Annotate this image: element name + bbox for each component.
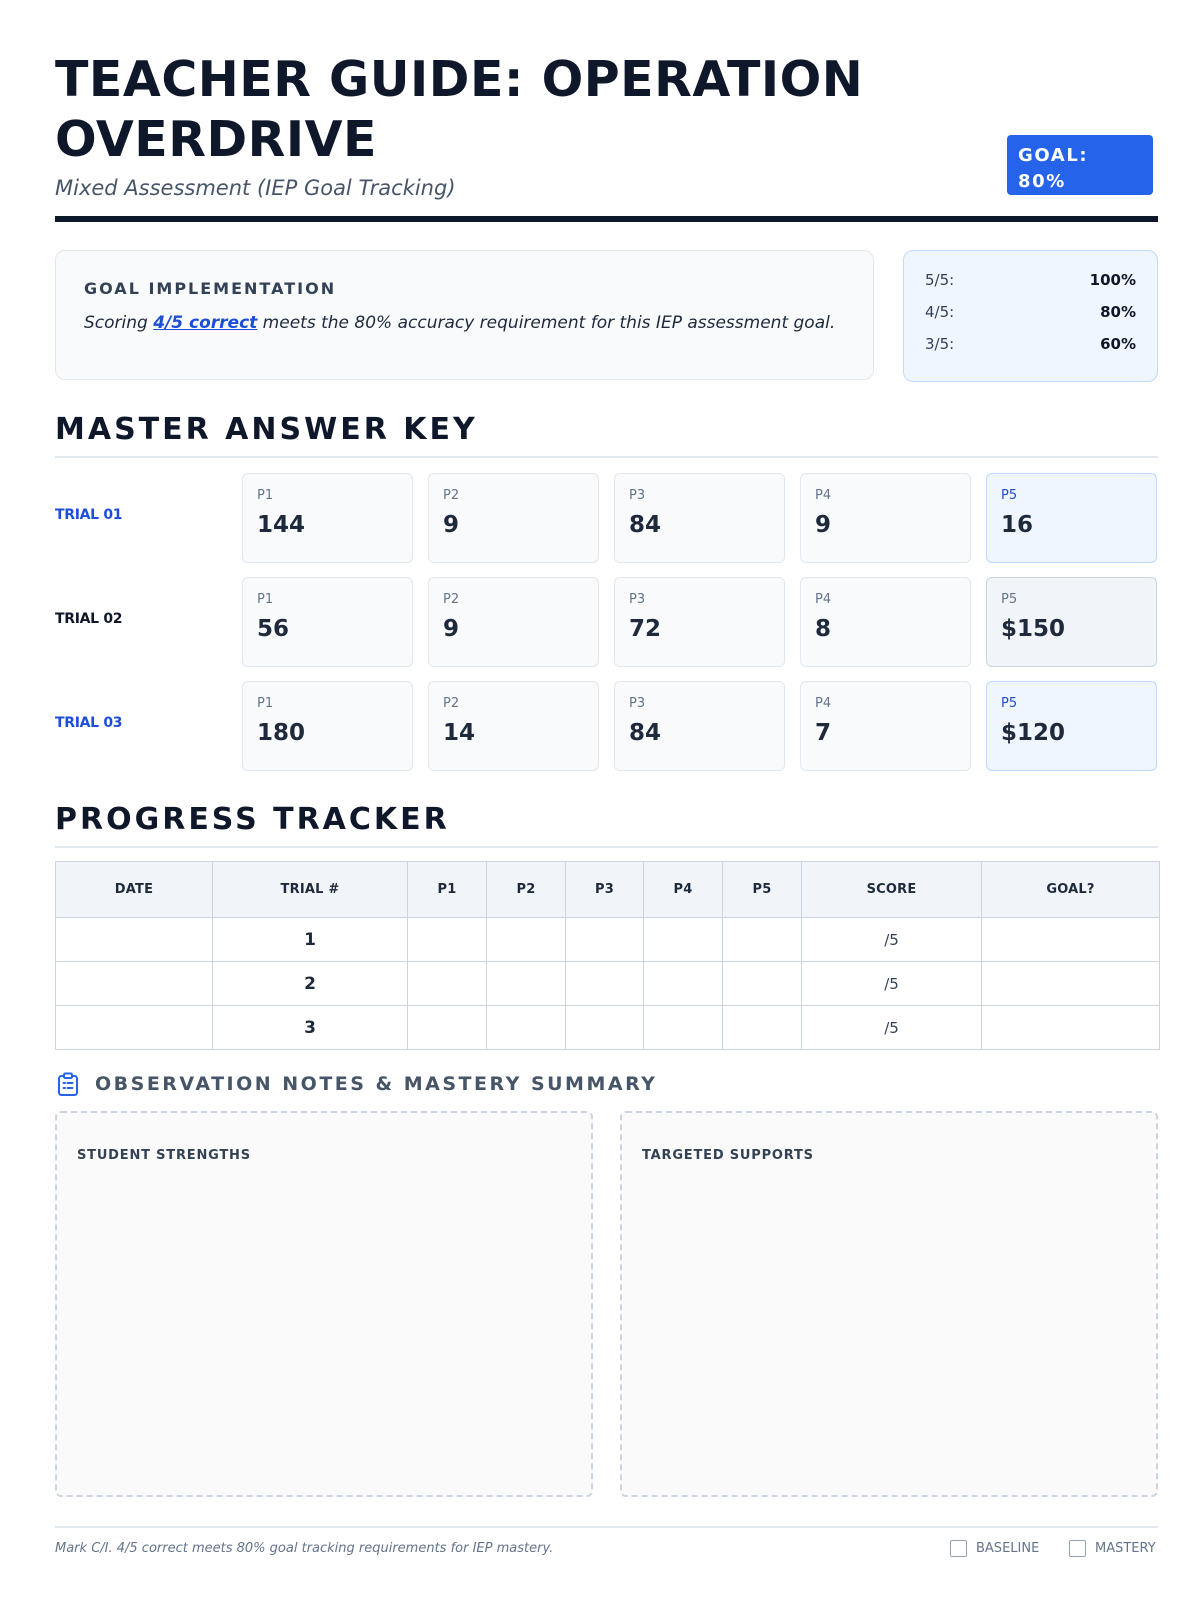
- problem-label: P3: [629, 696, 646, 711]
- answer-value: $120: [1001, 720, 1066, 746]
- scale-row: [925, 270, 1136, 302]
- trial-label: TRIAL 03: [55, 715, 123, 731]
- problem-label: P3: [629, 488, 646, 503]
- problem-label: P4: [815, 488, 832, 503]
- problem-label: P5: [1001, 696, 1018, 711]
- p3-cell[interactable]: [566, 1006, 644, 1050]
- scale-percent: 80%: [1100, 303, 1136, 321]
- problem-label: P4: [815, 696, 832, 711]
- column-header-p4: P4: [644, 862, 723, 918]
- header-divider: [55, 216, 1158, 222]
- scale-percent: 100%: [1089, 271, 1136, 289]
- footer-note: Mark C/I. 4/5 correct meets 80% goal tracking requirements for IEP mastery.: [55, 1541, 554, 1556]
- problem-label: P2: [443, 592, 460, 607]
- column-header-p5: P5: [723, 862, 802, 918]
- footer-divider: [55, 1526, 1158, 1528]
- answer-value: 144: [257, 512, 306, 538]
- mastery-checkbox[interactable]: [1069, 1540, 1156, 1557]
- score-cell[interactable]: /5: [802, 1006, 982, 1050]
- scale-label: 5/5:: [925, 271, 955, 289]
- p1-cell[interactable]: [408, 918, 487, 962]
- column-header-p3: P3: [566, 862, 644, 918]
- page-subtitle: Mixed Assessment (IEP Goal Tracking): [55, 176, 456, 200]
- problem-label: P1: [257, 488, 274, 503]
- column-header-p2: P2: [487, 862, 566, 918]
- answer-card: [800, 473, 971, 563]
- p5-cell[interactable]: [723, 962, 802, 1006]
- scale-label: 4/5:: [925, 303, 955, 321]
- answer-value: 72: [629, 616, 662, 642]
- answer-card: [614, 473, 785, 563]
- goal-implementation-heading: GOAL IMPLEMENTATION: [84, 279, 337, 298]
- problem-label: P5: [1001, 488, 1018, 503]
- progress-tracker-heading: PROGRESS TRACKER: [55, 802, 450, 837]
- table-header-row: [56, 862, 1160, 918]
- observation-heading: OBSERVATION NOTES & MASTERY SUMMARY: [95, 1073, 658, 1095]
- answer-value: 16: [1001, 512, 1034, 538]
- trial-number-cell: 2: [213, 962, 408, 1006]
- goal-text-before: Scoring: [84, 313, 154, 333]
- p2-cell[interactable]: [487, 918, 566, 962]
- trial-label: TRIAL 02: [55, 611, 123, 627]
- goal-badge: GOAL: 80%: [1007, 135, 1153, 195]
- p2-cell[interactable]: [487, 962, 566, 1006]
- goal-cell[interactable]: [982, 1006, 1160, 1050]
- scale-row: [925, 334, 1136, 366]
- p1-cell[interactable]: [408, 962, 487, 1006]
- answer-key-divider: [55, 456, 1158, 458]
- answer-value: 9: [815, 512, 832, 538]
- problem-label: P5: [1001, 592, 1018, 607]
- answer-key-heading: MASTER ANSWER KEY: [55, 412, 478, 447]
- answer-value: 84: [629, 512, 662, 538]
- clipboard-icon: [57, 1072, 79, 1096]
- p5-cell[interactable]: [723, 918, 802, 962]
- goal-text-after: meets the 80% accuracy requirement for this IEP assessment goal.: [257, 313, 836, 333]
- answer-card: [800, 681, 971, 771]
- goal-highlight: 4/5 correct: [153, 313, 258, 333]
- scale-label: 3/5:: [925, 335, 955, 353]
- scale-row: [925, 302, 1136, 334]
- problem-label: P2: [443, 488, 460, 503]
- score-scale-panel: [903, 250, 1158, 382]
- p4-cell[interactable]: [644, 962, 723, 1006]
- answer-card: [614, 681, 785, 771]
- answer-card: [986, 473, 1157, 563]
- p4-cell[interactable]: [644, 1006, 723, 1050]
- answer-value: 7: [815, 720, 832, 746]
- column-header-p1: P1: [408, 862, 487, 918]
- checkbox-square[interactable]: [950, 1540, 967, 1557]
- problem-label: P1: [257, 592, 274, 607]
- page-title: TEACHER GUIDE: OPERATION OVERDRIVE: [55, 51, 864, 168]
- date-cell[interactable]: [56, 962, 213, 1006]
- trial-number-cell: 3: [213, 1006, 408, 1050]
- column-header-date: DATE: [56, 862, 213, 918]
- answer-card: [986, 577, 1157, 667]
- table-row: [56, 918, 1160, 962]
- answer-card: [242, 577, 413, 667]
- answer-card: [242, 681, 413, 771]
- p4-cell[interactable]: [644, 918, 723, 962]
- baseline-label: BASELINE: [976, 1541, 1040, 1556]
- p1-cell[interactable]: [408, 1006, 487, 1050]
- student-strengths-box[interactable]: [55, 1111, 593, 1497]
- table-row: [56, 1006, 1160, 1050]
- problem-label: P3: [629, 592, 646, 607]
- answer-card: [428, 681, 599, 771]
- answer-card: [614, 577, 785, 667]
- targeted-supports-box[interactable]: [620, 1111, 1158, 1497]
- score-cell[interactable]: /5: [802, 918, 982, 962]
- scale-percent: 60%: [1100, 335, 1136, 353]
- p5-cell[interactable]: [723, 1006, 802, 1050]
- answer-value: 180: [257, 720, 306, 746]
- column-header-score: SCORE: [802, 862, 982, 918]
- targeted-supports-label: TARGETED SUPPORTS: [642, 1148, 814, 1163]
- goal-cell[interactable]: [982, 918, 1160, 962]
- goal-cell[interactable]: [982, 962, 1160, 1006]
- p3-cell[interactable]: [566, 962, 644, 1006]
- progress-tracker-table: [55, 861, 1160, 1050]
- trial-number-cell: 1: [213, 918, 408, 962]
- answer-value: $150: [1001, 616, 1066, 642]
- progress-tracker-divider: [55, 846, 1158, 848]
- problem-label: P4: [815, 592, 832, 607]
- column-header-goal: GOAL?: [982, 862, 1160, 918]
- mastery-label: MASTERY: [1095, 1541, 1156, 1556]
- table-row: [56, 962, 1160, 1006]
- answer-card: [428, 473, 599, 563]
- p3-cell[interactable]: [566, 918, 644, 962]
- p2-cell[interactable]: [487, 1006, 566, 1050]
- answer-value: 9: [443, 616, 460, 642]
- answer-card: [242, 473, 413, 563]
- checkbox-square[interactable]: [1069, 1540, 1086, 1557]
- answer-value: 14: [443, 720, 476, 746]
- trial-label: TRIAL 01: [55, 507, 123, 523]
- answer-card: [428, 577, 599, 667]
- answer-value: 84: [629, 720, 662, 746]
- student-strengths-label: STUDENT STRENGTHS: [77, 1148, 251, 1163]
- column-header-trial: TRIAL #: [213, 862, 408, 918]
- answer-value: 56: [257, 616, 290, 642]
- problem-label: P1: [257, 696, 274, 711]
- answer-card: [800, 577, 971, 667]
- answer-card: [986, 681, 1157, 771]
- problem-label: P2: [443, 696, 460, 711]
- answer-value: 9: [443, 512, 460, 538]
- date-cell[interactable]: [56, 1006, 213, 1050]
- answer-value: 8: [815, 616, 832, 642]
- date-cell[interactable]: [56, 918, 213, 962]
- baseline-checkbox[interactable]: [950, 1540, 1039, 1557]
- goal-implementation-panel: [55, 250, 874, 380]
- score-cell[interactable]: /5: [802, 962, 982, 1006]
- goal-implementation-text: [84, 313, 835, 333]
